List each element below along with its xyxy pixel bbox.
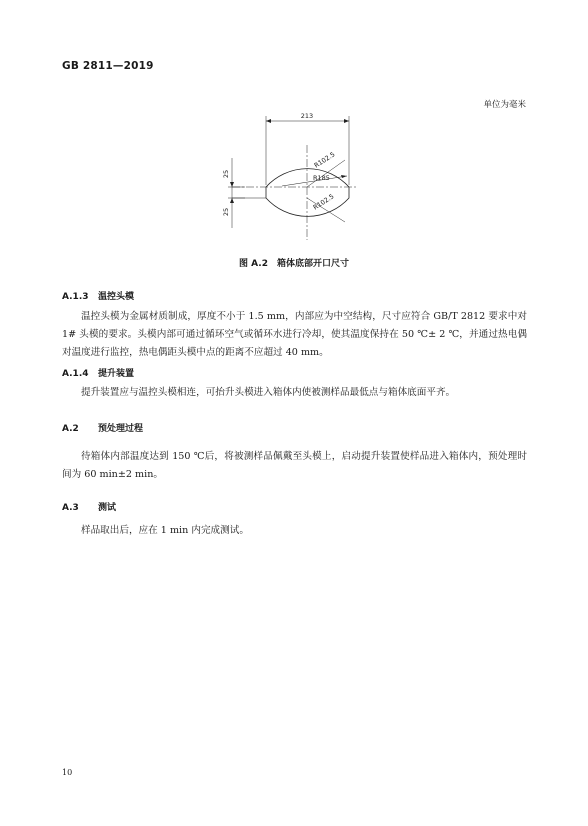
section-title: 提升装置 (98, 369, 135, 379)
section-heading-a14 (62, 366, 134, 379)
figure-caption: 图 A.2 箱体底部开口尺寸 (239, 259, 349, 269)
top-offset-label: 25 (222, 169, 230, 179)
section-text-a2: 待箱体内部温度达到 150 ℃后，将被测样品佩戴至头模上，启动提升装置使样品进入箱体内，预处理时间为 60 min±2 min。 (62, 451, 527, 480)
radius-label-top: R102.5 (312, 150, 337, 170)
section-number: A.1.4 (62, 369, 89, 379)
section-heading-a2 (62, 421, 143, 434)
section-text-a3: 样品取出后，应在 1 min 内完成测试。 (81, 525, 249, 536)
radius-label-bottom: R102.5 (311, 192, 336, 212)
standard-header: GB 2811—2019 (62, 60, 154, 72)
section-heading-a3 (62, 500, 116, 513)
bottom-offset-label: 25 (222, 207, 230, 217)
section-text-a14: 提升装置应与温控头模相连，可抬升头模进入箱体内使被测样品最低点与箱体底面平齐。 (81, 387, 456, 398)
page-number: 10 (62, 768, 73, 777)
section-number: A.2 (62, 424, 79, 434)
section-heading-a13 (62, 289, 134, 302)
radius-label-mid: R185 (313, 174, 330, 182)
section-title: 温控头模 (98, 292, 135, 302)
opening-dimension-figure (210, 112, 380, 252)
section-number: A.3 (62, 503, 79, 513)
section-number: A.1.3 (62, 292, 89, 302)
width-dimension-label: 213 (300, 112, 314, 120)
section-title: 预处理过程 (98, 424, 144, 434)
unit-note: 单位为毫米 (483, 100, 526, 110)
section-title: 测试 (98, 503, 117, 513)
section-text-a13: 温控头模为金属材质制成，厚度不小于 1.5 mm，内部应为中空结构，尺寸应符合 GB/T 2812 要求中对 1# 头模的要求。头模内部可通过循环空气或循环水进行冷却，使其温度保持在 50 ℃± 2 ℃，并通过热电偶对温度进行监控，热电偶距头模中点的距离不应超过 40 mm。 (62, 311, 527, 358)
opening-outline (266, 169, 349, 217)
